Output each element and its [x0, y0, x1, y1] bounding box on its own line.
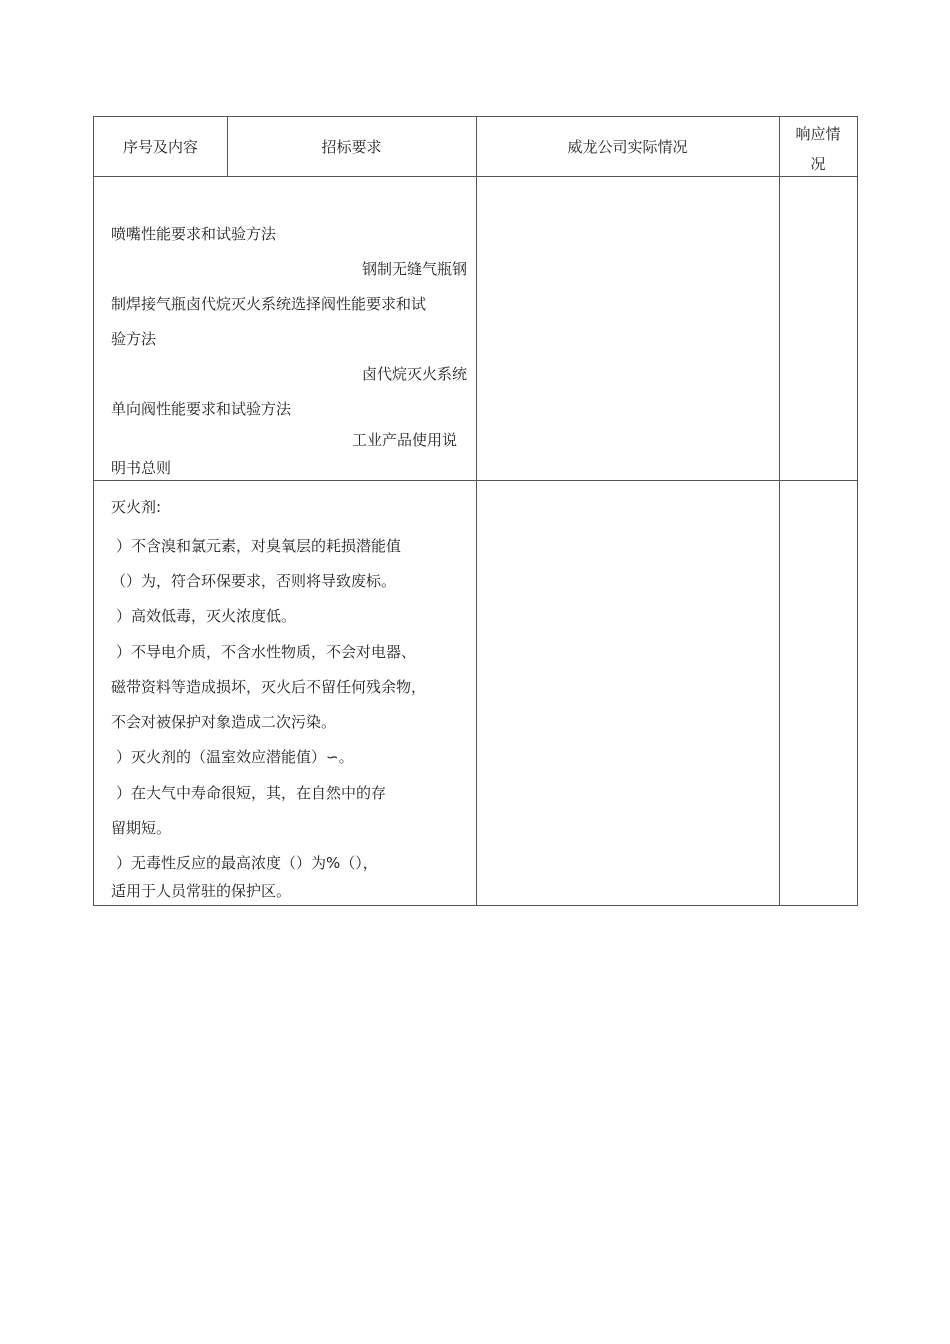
requirement-line: 适用于人员常驻的保护区。 [111, 882, 292, 900]
column-divider [476, 117, 477, 906]
requirement-line: 工业产品使用说 [351, 431, 457, 449]
requirement-line: 明书总则 [111, 459, 172, 477]
requirement-line: 制焊接气瓶卤代烷灭火系统选择阀性能要求和试 [111, 295, 427, 313]
bid-response-table [93, 116, 858, 906]
header-response-line2: 况 [810, 155, 826, 173]
row-divider [94, 176, 857, 177]
requirement-line: 验方法 [111, 330, 157, 348]
column-divider [779, 117, 780, 906]
requirement-line: 不会对被保护对象造成二次污染。 [111, 713, 337, 731]
requirement-line: 灭火剂: [111, 498, 162, 516]
requirement-line: ）无毒性反应的最高浓度（）为%（）， [116, 854, 378, 872]
requirement-line: ）在大气中寿命很短，其，在自然中的存 [116, 784, 387, 802]
requirement-line: ）高效低毒，灭火浓度低。 [116, 607, 297, 625]
row-divider [94, 480, 857, 481]
requirement-line: 钢制无缝气瓶钢 [361, 260, 467, 278]
header-actual-situation: 威龙公司实际情况 [567, 138, 688, 156]
requirement-line: ）不导电介质，不含水性物质，不会对电器、 [116, 643, 417, 661]
requirement-line: （）为，符合环保要求，否则将导致废标。 [111, 572, 397, 590]
requirement-line: 喷嘴性能要求和试验方法 [111, 225, 277, 243]
requirement-line: 留期短。 [111, 819, 172, 837]
requirement-line: 卤代烷灭火系统 [361, 365, 467, 383]
requirement-line: ）灭火剂的（温室效应潜能值）∽。 [116, 748, 354, 766]
header-response-line1: 响应情 [795, 125, 841, 143]
header-bid-requirements: 招标要求 [321, 138, 382, 156]
requirement-line: ）不含溴和氯元素，对臭氧层的耗损潜能值 [116, 537, 402, 555]
requirement-line: 磁带资料等造成损坏，灭火后不留任何残余物， [111, 678, 427, 696]
requirement-line: 单向阀性能要求和试验方法 [111, 400, 292, 418]
header-sequence-content: 序号及内容 [122, 138, 198, 156]
